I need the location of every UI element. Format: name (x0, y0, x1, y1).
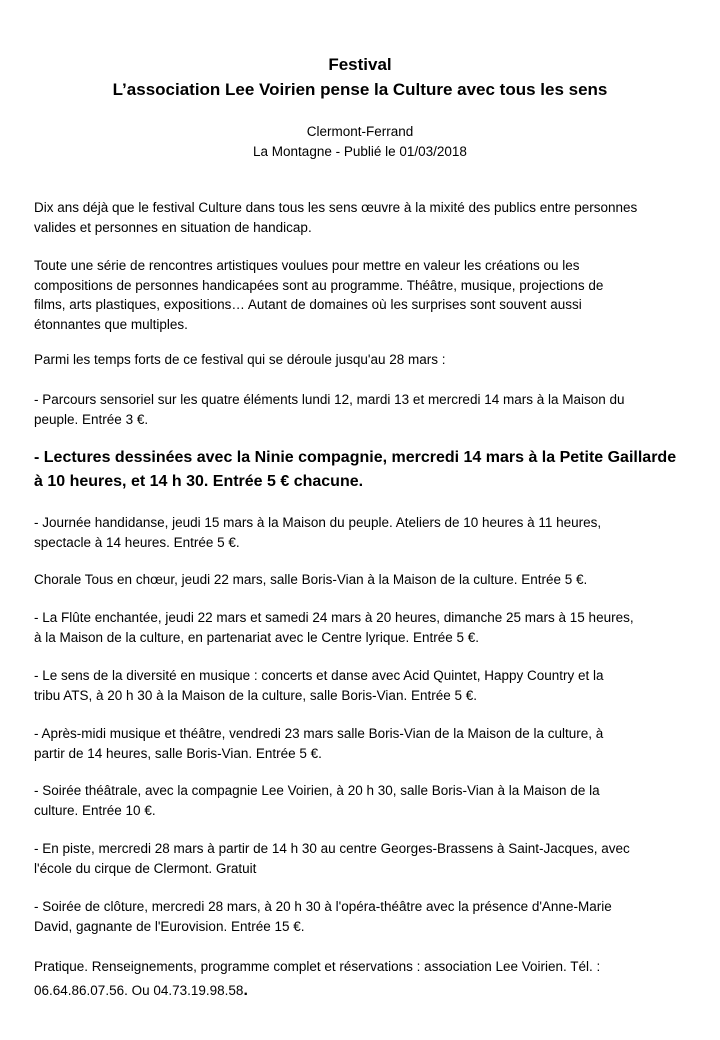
paragraph-line: à la Maison de la culture, en partenariat avec le Centre lyrique. Entrée 5 €. (34, 629, 479, 645)
article-meta (0, 122, 720, 162)
paragraph-line (34, 979, 694, 1003)
paragraph-highlights (34, 350, 694, 370)
paragraph-line: culture. Entrée 10 €. (34, 802, 156, 818)
paragraph-line: Parmi les temps forts de ce festival qui se déroule jusqu'au 28 mars : (34, 352, 446, 367)
paragraph-line: peuple. Entrée 3 €. (34, 411, 149, 427)
paragraph-line: films, arts plastiques, expositions… Autant de domaines où les surprises sont souvent aussi (34, 297, 582, 312)
paragraph-line: Dix ans déjà que le festival Culture dans tous les sens œuvre à la mixité des publics entre personnes (34, 200, 638, 215)
title-line-2: L’association Lee Voirien pense la Culture avec tous les sens (112, 80, 608, 99)
article-title (0, 52, 720, 102)
paragraph-line: compositions de personnes handicapées sont au programme. Théâtre, musique, projections de (34, 277, 604, 293)
practical-info (34, 955, 694, 1003)
phone-numbers: 06.64.86.07.56. Ou 04.73.19.98.58 (34, 983, 244, 998)
event-soiree-cloture (34, 897, 694, 936)
paragraph-series (34, 256, 694, 334)
event-flute-enchantee (34, 608, 694, 647)
final-period: . (243, 982, 248, 999)
paragraph-line: - Lectures dessinées avec la Ninie compagnie, mercredi 14 mars à la Petite Gaillarde (34, 449, 677, 466)
event-chorale (34, 570, 694, 590)
title-line-1: Festival (328, 55, 392, 74)
event-parcours-sensoriel (34, 390, 694, 429)
paragraph-line: valides et personnes en situation de handicap. (34, 219, 312, 235)
paragraph-line: - Journée handidanse, jeudi 15 mars à la Maison du peuple. Ateliers de 10 heures à 11 heures, (34, 515, 602, 530)
event-soiree-theatrale (34, 781, 694, 820)
event-en-piste (34, 839, 694, 878)
paragraph-line: l'école du cirque de Clermont. Gratuit (34, 860, 257, 876)
paragraph-line: David, gagnante de l'Eurovision. Entrée 15 €. (34, 918, 305, 934)
paragraph-line: Chorale Tous en chœur, jeudi 22 mars, salle Boris-Vian à la Maison de la culture. Entrée 5 €. (34, 572, 588, 587)
event-apres-midi (34, 724, 694, 763)
paragraph-line: - Soirée théâtrale, avec la compagnie Lee Voirien, à 20 h 30, salle Boris-Vian à la Maison de la (34, 783, 600, 798)
source-line: La Montagne - Publié le 01/03/2018 (253, 144, 467, 159)
paragraph-intro (34, 198, 694, 237)
paragraph-line: - Parcours sensoriel sur les quatre éléments lundi 12, mardi 13 et mercredi 14 mars à la Maison du (34, 392, 625, 407)
event-diversite-musique (34, 666, 694, 705)
paragraph-line: - Le sens de la diversité en musique : concerts et danse avec Acid Quintet, Happy Country et la (34, 668, 604, 683)
paragraph-line: partir de 14 heures, salle Boris-Vian. Entrée 5 €. (34, 745, 322, 761)
paragraph-line: - En piste, mercredi 28 mars à partir de 14 h 30 au centre Georges-Brassens à Saint-Jacques, avec (34, 841, 630, 856)
paragraph-line: à 10 heures, et 14 h 30. Entrée 5 € chacune. (34, 473, 364, 490)
paragraph-line: Toute une série de rencontres artistiques voulues pour mettre en valeur les créations ou les (34, 258, 580, 273)
event-handidanse (34, 513, 694, 552)
location-line: Clermont-Ferrand (306, 124, 414, 139)
paragraph-line: étonnantes que multiples. (34, 316, 188, 332)
paragraph-line: - Après-midi musique et théâtre, vendredi 23 mars salle Boris-Vian de la Maison de la culture, à (34, 726, 604, 741)
paragraph-line: tribu ATS, à 20 h 30 à la Maison de la culture, salle Boris-Vian. Entrée 5 €. (34, 687, 477, 703)
paragraph-line: - La Flûte enchantée, jeudi 22 mars et samedi 24 mars à 20 heures, dimanche 25 mars à 15 heures, (34, 610, 634, 625)
event-lectures-dessinees (34, 446, 694, 494)
paragraph-line: Pratique. Renseignements, programme complet et réservations : association Lee Voirien. Tél. : (34, 959, 601, 974)
paragraph-line: - Soirée de clôture, mercredi 28 mars, à 20 h 30 à l'opéra-théâtre avec la présence d'Anne-Marie (34, 899, 612, 914)
paragraph-line: spectacle à 14 heures. Entrée 5 €. (34, 534, 240, 550)
